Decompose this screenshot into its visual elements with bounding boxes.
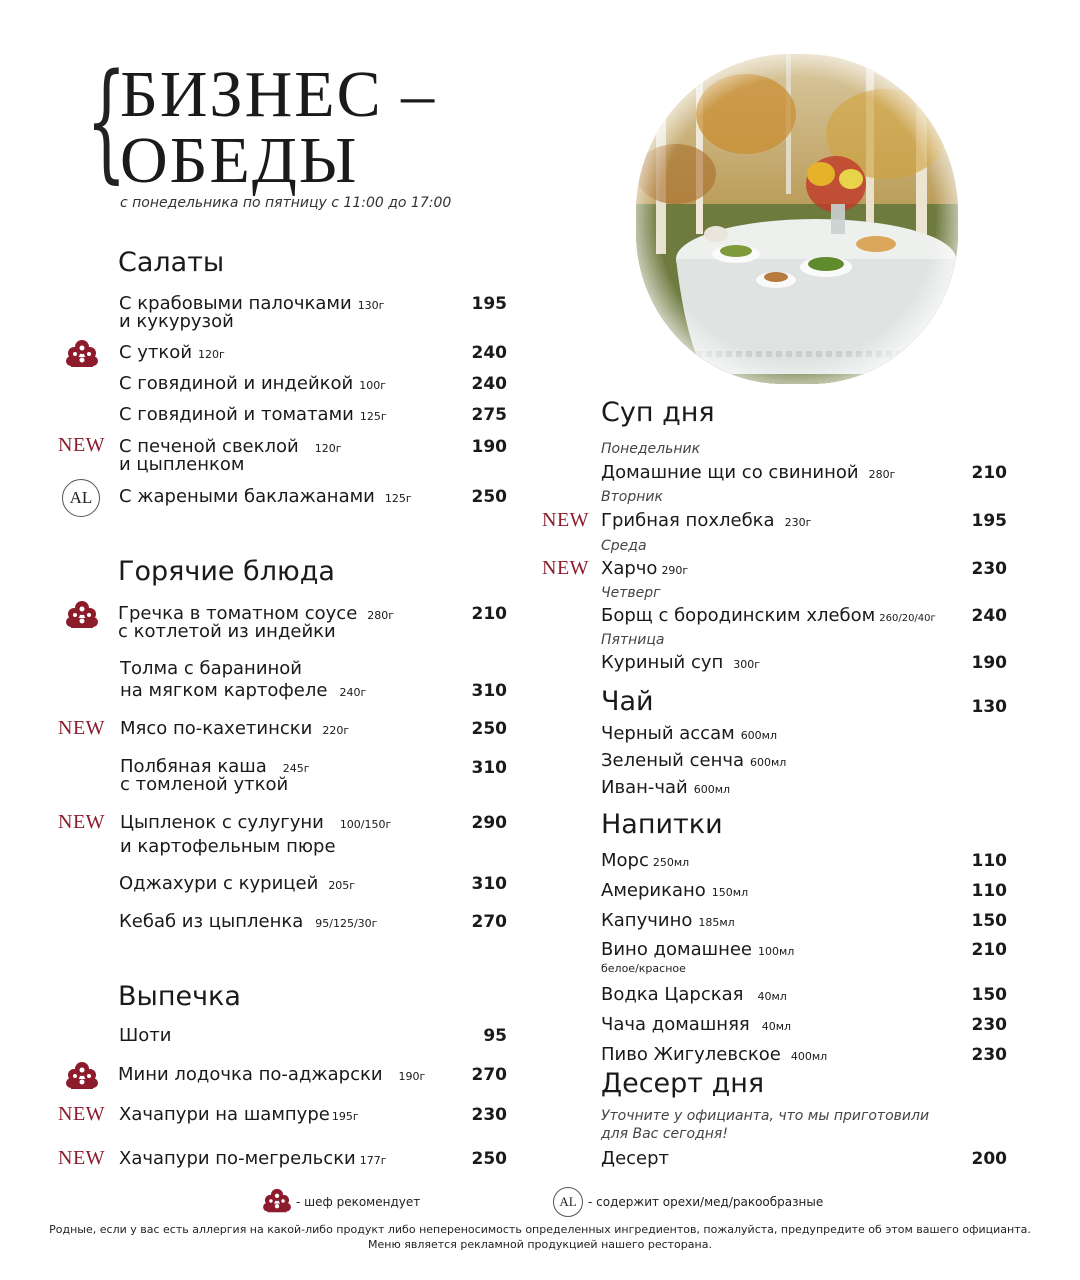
item-price: 270 — [471, 1065, 507, 1085]
menu-item — [601, 725, 777, 745]
menu-item — [119, 344, 225, 364]
menu-item — [120, 720, 349, 740]
legend-allergen-text: - содержит орехи/мед/ракообразные — [588, 1195, 824, 1209]
item-price: 290 — [471, 813, 507, 833]
item-name: С говядиной и индейкой — [119, 373, 354, 394]
item-name-cont: на мягком картофеле 240г — [120, 680, 367, 701]
item-weight: 190г — [398, 1070, 426, 1083]
menu-item — [119, 875, 355, 895]
item-note: белое/красное — [601, 962, 686, 975]
item-weight: 195г — [331, 1110, 359, 1123]
menu-item — [120, 814, 391, 834]
footer-advert-note: Меню является рекламной продукцией нашего ресторана. — [368, 1238, 712, 1251]
item-name: С печеной свеклой — [119, 436, 299, 457]
item-price: 195 — [471, 294, 507, 314]
page-title-line1: БИЗНЕС – — [120, 58, 437, 131]
item-name: Капучино — [601, 910, 693, 931]
item-volume: 600мл — [750, 756, 787, 769]
item-name: С жареными баклажанами — [119, 486, 375, 507]
item-name: Водка Царская — [601, 984, 744, 1005]
new-badge: NEW — [58, 717, 106, 739]
item-name: Борщ с бородинским хлебом — [601, 605, 876, 626]
item-price: 275 — [471, 405, 507, 425]
item-price: 270 — [471, 912, 507, 932]
menu-item: Шоти — [119, 1025, 172, 1046]
section-title-hot-dishes: Горячие блюда — [118, 556, 335, 587]
section-title-salads: Салаты — [118, 247, 225, 278]
item-name-cont: с томленой уткой — [120, 774, 289, 795]
item-name: Куриный суп — [601, 652, 724, 673]
item-name: С крабовыми палочками — [119, 293, 352, 314]
dessert-note-line1: Уточните у официанта, что мы приготовили — [601, 1108, 930, 1124]
menu-item: Десерт — [601, 1148, 670, 1169]
allergen-badge: AL — [553, 1187, 583, 1217]
item-weight: 100г — [359, 379, 387, 392]
menu-item — [601, 512, 811, 532]
page-title-line2: ОБЕДЫ — [120, 124, 359, 197]
section-title-dessert: Десерт дня — [601, 1068, 765, 1099]
item-volume: 600мл — [740, 729, 778, 742]
item-name: Хачапури на шампуре — [119, 1104, 330, 1125]
item-price: 210 — [971, 463, 1007, 483]
item-name: С говядиной и томатами — [119, 404, 354, 425]
item-price: 250 — [471, 719, 507, 739]
new-badge: NEW — [58, 811, 106, 833]
item-weight: 260/20/40г — [879, 613, 936, 624]
section-title-soup: Суп дня — [601, 397, 715, 428]
item-weight: 125г — [384, 492, 412, 505]
item-name: Чача домашняя — [601, 1014, 750, 1035]
item-name: Американо — [601, 880, 706, 901]
item-volume: 150мл — [711, 886, 749, 899]
item-name: Мясо по-кахетински — [120, 718, 313, 739]
item-name: Оджахури с курицей — [119, 873, 319, 894]
item-price: 310 — [471, 874, 507, 894]
item-price: 250 — [471, 1149, 507, 1169]
menu-item — [119, 406, 387, 426]
menu-item — [119, 1106, 359, 1126]
item-name-cont: и картофельным пюре — [120, 836, 336, 857]
menu-item — [601, 654, 760, 674]
item-weight: 280г — [367, 609, 395, 622]
item-weight: 95/125/30г — [315, 917, 378, 930]
item-name: Хачапури по-мегрельски — [119, 1148, 356, 1169]
menu-item — [119, 913, 377, 933]
item-price: 210 — [971, 940, 1007, 960]
item-price: 110 — [971, 881, 1007, 901]
item-price: 190 — [971, 653, 1007, 673]
weekday-label: Среда — [601, 538, 647, 554]
item-name: Черный ассам — [601, 723, 735, 744]
item-weight: 230г — [784, 516, 812, 529]
menu-item — [601, 912, 735, 932]
item-volume: 185мл — [698, 916, 735, 929]
menu-item — [601, 1016, 791, 1036]
item-volume: 250мл — [652, 856, 690, 869]
item-volume: 400мл — [790, 1050, 828, 1063]
item-name: Харчо — [601, 558, 658, 579]
item-weight: 130г — [357, 299, 385, 312]
tea-price: 130 — [971, 697, 1007, 717]
item-price: 200 — [971, 1149, 1007, 1169]
weekday-label: Четверг — [601, 585, 661, 601]
item-weight: 120г — [198, 348, 225, 361]
item-price: 230 — [971, 1015, 1007, 1035]
schedule-subtitle: с понедельника по пятницу с 11:00 до 17:00 — [120, 195, 452, 211]
item-volume: 600мл — [693, 783, 731, 796]
item-price: 310 — [471, 758, 507, 778]
menu-item — [601, 852, 689, 872]
menu-item — [601, 779, 730, 799]
item-name: Зеленый сенча — [601, 750, 744, 771]
chef-recommends-icon — [65, 339, 99, 369]
item-name: Полбяная каша — [120, 756, 267, 777]
menu-item — [119, 1150, 387, 1170]
menu-item — [601, 560, 688, 580]
item-name-cont: и кукурузой — [119, 311, 234, 332]
item-price: 250 — [471, 487, 507, 507]
table-in-forest-illustration — [636, 54, 958, 384]
menu-item — [601, 752, 786, 772]
item-price: 230 — [971, 559, 1007, 579]
item-name: Морс — [601, 850, 649, 871]
item-price: 210 — [471, 604, 507, 624]
item-name: Мини лодочка по-аджарски — [118, 1064, 383, 1085]
hero-photo — [636, 54, 958, 384]
item-volume: 100мл — [758, 945, 795, 958]
item-weight: 280г — [868, 468, 896, 481]
item-price: 195 — [971, 511, 1007, 531]
menu-item — [118, 1066, 425, 1086]
dessert-note-line2: для Вас сегодня! — [601, 1126, 728, 1142]
item-name: Домашние щи со свининой — [601, 462, 859, 483]
item-price: 310 — [471, 681, 507, 701]
new-badge: NEW — [542, 557, 590, 579]
item-weight: 220г — [322, 724, 350, 737]
item-price: 95 — [483, 1026, 507, 1046]
item-name: С уткой — [119, 342, 193, 363]
item-name: Грибная похлебка — [601, 510, 775, 531]
section-title-bakery: Выпечка — [118, 981, 241, 1012]
item-name: Вино домашнее — [601, 939, 753, 960]
title-brace: { — [86, 47, 127, 196]
item-weight: 245г — [282, 762, 310, 775]
chef-recommends-icon — [262, 1188, 292, 1214]
item-weight: 100/150г — [339, 818, 392, 831]
item-price: 240 — [471, 343, 507, 363]
item-volume: 40мл — [757, 990, 787, 1003]
item-name-cont: с котлетой из индейки — [118, 621, 336, 642]
item-price: 240 — [971, 606, 1007, 626]
item-name: Пиво Жигулевское — [601, 1044, 781, 1065]
item-price: 150 — [971, 911, 1007, 931]
item-weight: 177г — [359, 1154, 387, 1167]
item-weight: 240г — [339, 686, 367, 699]
item-name: Цыпленок с сулугуни — [120, 812, 324, 833]
item-weight: 125г — [359, 410, 387, 423]
section-title-drinks: Напитки — [601, 809, 723, 840]
item-volume: 40мл — [761, 1020, 792, 1033]
footer-allergy-note: Родные, если у вас есть аллергия на какой-либо продукт либо непереносимость определенных ингредиентов, пожалуйста, предупредите об этом вашего официанта. — [49, 1223, 1031, 1236]
item-price: 230 — [471, 1105, 507, 1125]
menu-item — [119, 375, 386, 395]
new-badge: NEW — [58, 1147, 106, 1169]
item-name: Иван-чай — [601, 777, 688, 798]
item-weight: 205г — [328, 879, 356, 892]
menu-item — [601, 882, 748, 902]
weekday-label: Понедельник — [601, 441, 701, 457]
item-price: 240 — [471, 374, 507, 394]
legend-chef-text: - шеф рекомендует — [296, 1195, 421, 1209]
item-price: 230 — [971, 1045, 1007, 1065]
item-name: Гречка в томатном соусе — [118, 603, 358, 624]
new-badge: NEW — [58, 434, 106, 456]
menu-item — [601, 941, 794, 961]
item-weight: 120г — [314, 442, 342, 455]
new-badge: NEW — [542, 509, 590, 531]
item-weight: 290г — [661, 564, 689, 577]
item-price: 190 — [471, 437, 507, 457]
item-price: 150 — [971, 985, 1007, 1005]
menu-item — [601, 607, 936, 628]
item-weight: 300г — [733, 658, 761, 671]
chef-recommends-icon — [65, 1061, 99, 1091]
item-name-cont: и цыпленком — [119, 454, 245, 475]
chef-recommends-icon — [65, 600, 99, 630]
item-price: 110 — [971, 851, 1007, 871]
menu-item: Толма с бараниной — [120, 658, 302, 679]
weekday-label: Пятница — [601, 632, 665, 648]
menu-item — [601, 1046, 827, 1066]
menu-item — [601, 986, 787, 1006]
menu-item — [119, 488, 412, 508]
allergen-badge: AL — [62, 479, 100, 517]
section-title-tea: Чай — [601, 686, 654, 717]
weekday-label: Вторник — [601, 489, 663, 505]
new-badge: NEW — [58, 1103, 106, 1125]
item-name: Кебаб из цыпленка — [119, 911, 304, 932]
menu-item — [601, 464, 895, 484]
